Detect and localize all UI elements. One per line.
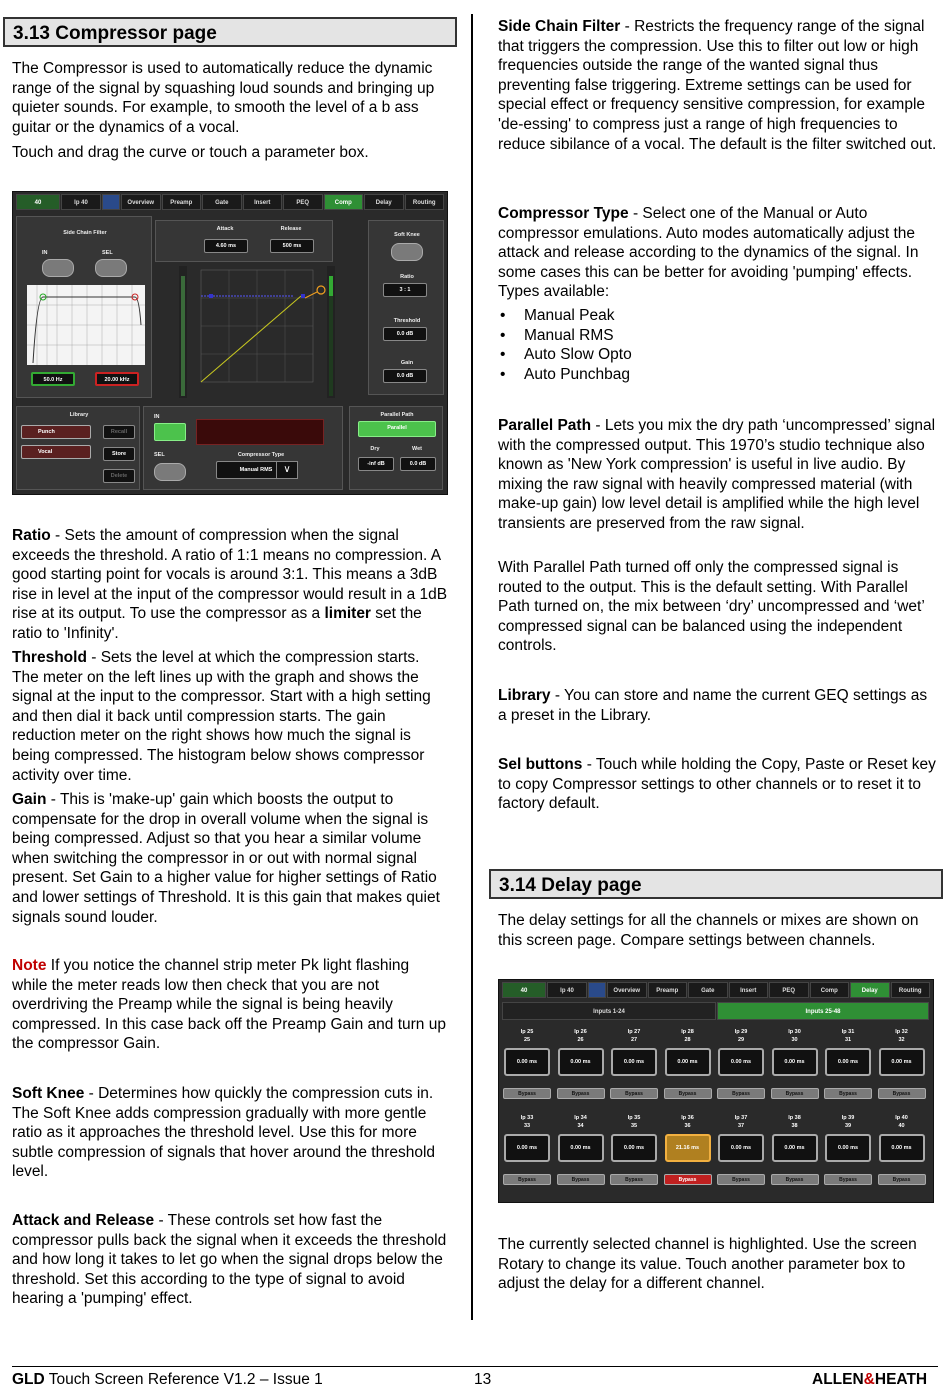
channel-name-tab[interactable]: Ip 40 xyxy=(61,194,101,210)
tab-insert[interactable]: Insert xyxy=(243,194,283,210)
section-heading-delay: 3.14 Delay page xyxy=(489,869,943,899)
delay-channel-name: Ip 36 xyxy=(681,1115,694,1121)
library-title: Library xyxy=(69,412,89,418)
delay-value-box[interactable]: 0.00 ms xyxy=(718,1134,764,1162)
side-chain-panel xyxy=(16,216,152,398)
delay-channel-name: Ip 32 xyxy=(895,1029,908,1035)
bypass-button[interactable]: Bypass xyxy=(824,1174,872,1185)
attack-label: Attack xyxy=(216,226,234,232)
list-item: • Auto Punchbag xyxy=(498,365,938,385)
recall-button[interactable]: Recall xyxy=(103,425,135,439)
tab-overview[interactable]: Overview xyxy=(607,982,647,998)
bypass-button[interactable]: Bypass xyxy=(557,1174,605,1185)
compressor-instruction: Touch and drag the curve or touch a parameter box. xyxy=(12,144,369,161)
delay-channel-name: Ip 40 xyxy=(895,1115,908,1121)
tab-insert[interactable]: Insert xyxy=(729,982,769,998)
bypass-button[interactable]: Bypass xyxy=(664,1174,712,1185)
side-chain-title: Side Chain Filter xyxy=(63,230,107,236)
bypass-button[interactable]: Bypass xyxy=(557,1088,605,1099)
brand-logo: ALLEN&HEATH xyxy=(812,1371,928,1388)
tab-routing[interactable]: Routing xyxy=(891,982,931,998)
delay-channel-number: 29 xyxy=(737,1037,745,1043)
delay-channel-name: Ip 37 xyxy=(734,1115,748,1121)
delay-value-box[interactable]: 0.00 ms xyxy=(611,1134,657,1162)
parallel-path-panel xyxy=(349,406,443,490)
delay-outro: The currently selected channel is highlighted. Use the screen Rotary to change its value. Touch another parameter box to adjust the delay for a different channel. xyxy=(498,1236,917,1293)
comp-in-label: IN xyxy=(154,414,160,420)
comp-params-panel xyxy=(368,220,444,395)
delay-channel-number: 36 xyxy=(684,1123,691,1129)
delay-channel-number: 28 xyxy=(684,1037,691,1043)
comp-in-button[interactable] xyxy=(154,423,186,441)
soft-knee-paragraph: Soft Knee - Determines how quickly the compression cuts in. The Soft Knee adds compression gradually with more gentle ratio as it approaches the threshold level. Use this for more subtle compression of signals that hover around the threshold level. xyxy=(12,1085,436,1181)
inputs-25-48-tab[interactable]: Inputs 25-48 xyxy=(717,1002,929,1020)
bypass-button[interactable]: Bypass xyxy=(878,1088,926,1099)
delay-channel-number: 25 xyxy=(523,1037,531,1043)
column-divider xyxy=(471,14,473,1320)
comp-sel-button[interactable] xyxy=(154,463,186,481)
delay-channel-name: Ip 28 xyxy=(681,1029,694,1035)
note-paragraph: Note If you notice the channel strip meter Pk light flashing while the meter reads low then check that you are not overdriving the Preamp while the signal is being heavily compressed. In this case back off the Preamp Gain and turn up the compressor Gain. xyxy=(12,957,446,1053)
bypass-button[interactable]: Bypass xyxy=(503,1088,551,1099)
delay-channel-name: Ip 27 xyxy=(627,1029,641,1035)
dry-label: Dry xyxy=(370,446,380,452)
footer-rule xyxy=(12,1366,938,1367)
delay-channel-name: Ip 31 xyxy=(841,1029,855,1035)
delay-channel-number: 35 xyxy=(630,1123,638,1129)
comp-type-select[interactable]: Manual RMS xyxy=(216,461,296,479)
bypass-button[interactable]: Bypass xyxy=(610,1088,658,1099)
side-chain-graph[interactable] xyxy=(27,285,145,365)
delete-button[interactable]: Delete xyxy=(103,469,135,483)
side-chain-paragraph: Side Chain Filter - Restricts the frequency range of the signal that triggers the compression. Use this to filter out low or high frequencies outside the range of the wanted signal thus preventing false triggering. Extreme settings can be used for special effect or frequency sensitive compression, for example 'de-essing' to compress just a range of high frequencies to reduce sibilance of a vocal. The default is the filter switched out. xyxy=(498,18,937,153)
ratio-paragraph: Ratio - Sets the amount of compression when the signal exceeds the threshold. A ratio of 1:1 means no compression. A good starting point for vocals is around 3:1. This means a 3dB rise in level at the input of the compressor would result in a 1dB rise at its output. To use the compressor as a limiter set the ratio to 'Infinity'. xyxy=(12,527,448,642)
delay-channel-name: Ip 34 xyxy=(574,1115,587,1121)
bypass-button[interactable]: Bypass xyxy=(717,1174,765,1185)
tab-gate[interactable]: Gate xyxy=(202,194,242,210)
ratio-label: Ratio xyxy=(400,274,414,280)
attack-release-panel xyxy=(155,220,333,262)
delay-value-box[interactable]: 0.00 ms xyxy=(558,1048,604,1076)
tab-preamp[interactable]: Preamp xyxy=(648,982,688,998)
parallel-path-title: Parallel Path xyxy=(380,412,414,418)
delay-value-box[interactable]: 0.00 ms xyxy=(772,1048,818,1076)
chevron-down-icon[interactable]: ∨ xyxy=(276,461,298,479)
delay-channel-number: 31 xyxy=(844,1037,852,1043)
channel-number-tab[interactable]: 40 xyxy=(16,194,60,210)
bypass-button[interactable]: Bypass xyxy=(717,1088,765,1099)
delay-value-box[interactable]: 0.00 ms xyxy=(772,1134,818,1162)
delay-channel-name: Ip 30 xyxy=(788,1029,801,1035)
compressor-intro: The Compressor is used to automatically reduce the dynamic range of the signal by squashing loud sounds and bringing up quieter sounds. For example, to smooth the level of a b ass guitar or the dynamics of a vocal. xyxy=(12,60,435,136)
compressor-type-list xyxy=(498,306,938,384)
channel-color-tab xyxy=(102,194,120,210)
delay-value-box[interactable]: 0.00 ms xyxy=(718,1048,764,1076)
inputs-1-24-tab[interactable]: Inputs 1-24 xyxy=(502,1002,716,1020)
lpf-frequency-box[interactable]: 20.00 kHz xyxy=(95,372,139,386)
release-label: Release xyxy=(280,226,302,232)
sc-in-label: IN xyxy=(42,250,48,256)
compressor-curve-graph[interactable] xyxy=(179,266,335,398)
sc-in-button[interactable] xyxy=(42,259,74,277)
delay-channel-number: 39 xyxy=(844,1123,852,1129)
comp-type-label: Compressor Type xyxy=(237,452,285,458)
threshold-paragraph: Threshold - Sets the level at which the compression starts. The meter on the left lines up with the graph and shows the signal at the input to the compressor. Start with a high setting and then dial it back until compression starts. The gain reduction meter on the right shows how much the signal is being compressed. The histogram below shows compressor activity over time. xyxy=(12,649,431,784)
ratio-box[interactable]: 3 : 1 xyxy=(383,283,427,297)
delay-value-box[interactable]: 0.00 ms xyxy=(504,1048,550,1076)
wet-box[interactable]: 0.0 dB xyxy=(400,457,436,471)
bypass-button[interactable]: Bypass xyxy=(503,1174,551,1185)
tab-preamp[interactable]: Preamp xyxy=(162,194,202,210)
compressor-type-paragraph: Compressor Type - Select one of the Manual or Auto compressor emulations. Auto modes automatically adjust the attack and release according to the dynamics of the signal. In some cases this can be better for avoiding 'pumping' effects. Types available: xyxy=(498,205,919,301)
store-button[interactable]: Store xyxy=(103,447,135,461)
delay-channel-number: 32 xyxy=(898,1037,905,1043)
delay-channel-number: 30 xyxy=(791,1037,798,1043)
delay-channel-number: 37 xyxy=(737,1123,745,1129)
library-paragraph: Library - You can store and name the current GEQ settings as a preset in the Library. xyxy=(498,687,928,724)
release-box[interactable]: 500 ms xyxy=(270,239,314,253)
delay-channel-name: Ip 29 xyxy=(734,1029,748,1035)
parallel-path-paragraph: Parallel Path - Lets you mix the dry path ‘uncompressed’ signal with the compressed output. This 1970’s studio technique also known as 'New York compression' is useful in live audio. By mixing the raw signal with heavily compressed material (with make-up gain) low level detail is amplified while the high level transients are preserved from the raw signal. xyxy=(498,417,936,532)
tab-routing[interactable]: Routing xyxy=(405,194,445,210)
delay-value-box[interactable]: 0.00 ms xyxy=(879,1048,925,1076)
bypass-button[interactable]: Bypass xyxy=(824,1088,872,1099)
tab-peq[interactable]: PEQ xyxy=(769,982,809,998)
attack-box[interactable]: 4.60 ms xyxy=(204,239,248,253)
footer-title: GLD Touch Screen Reference V1.2 – Issue 1 xyxy=(12,1371,323,1388)
delay-value-box[interactable]: 0.00 ms xyxy=(825,1048,871,1076)
library-item-vocal[interactable]: Vocal xyxy=(21,445,91,459)
delay-channel-number: 27 xyxy=(630,1037,638,1043)
delay-intro: The delay settings for all the channels or mixes are shown on this screen page. Compare settings between channels. xyxy=(498,912,919,949)
tab-comp[interactable]: Comp xyxy=(810,982,850,998)
attack-release-paragraph: Attack and Release - These controls set how fast the compressor pulls back the signal when it exceeds the threshold and how long it takes to let go when the signal drops below the threshold. Set this according to the type of signal to avoid hearing a 'pumping' effect. xyxy=(12,1212,447,1308)
compressor-histogram xyxy=(196,419,324,445)
tab-comp[interactable]: Comp xyxy=(324,194,364,210)
delay-screenshot xyxy=(498,979,934,1203)
delay-value-box[interactable]: 0.00 ms xyxy=(665,1048,711,1076)
delay-value-box[interactable]: 0.00 ms xyxy=(558,1134,604,1162)
hpf-frequency-box[interactable]: 50.0 Hz xyxy=(31,372,75,386)
gain-paragraph: Gain - This is 'make-up' gain which boosts the output to compensate for the drop in overall volume when the signal is being compressed. Adjust so that you hear a similar volume when switching the compressor in or out with normal signal present. Set Gain to a higher value for higher settings of Ratio and lower settings of Threshold. It is this gain that makes quiet signals sound louder. xyxy=(12,791,440,926)
bypass-button[interactable]: Bypass xyxy=(610,1174,658,1185)
channel-number-tab[interactable]: 40 xyxy=(502,982,546,998)
comp-in-panel xyxy=(143,406,343,490)
delay-channel-number: 33 xyxy=(523,1123,531,1129)
delay-value-box[interactable]: 21.16 ms xyxy=(665,1134,711,1162)
tab-delay[interactable]: Delay xyxy=(364,194,404,210)
threshold-label: Threshold xyxy=(393,318,421,324)
delay-channel-name: Ip 33 xyxy=(520,1115,534,1121)
compressor-screenshot xyxy=(12,191,448,495)
channel-name-tab[interactable]: Ip 40 xyxy=(547,982,587,998)
delay-channel-name: Ip 26 xyxy=(574,1029,587,1035)
delay-channel-name: Ip 39 xyxy=(841,1115,855,1121)
tab-delay[interactable]: Delay xyxy=(850,982,890,998)
comp-sel-label: SEL xyxy=(154,452,165,458)
sc-sel-button[interactable] xyxy=(95,259,127,277)
delay-value-box[interactable]: 0.00 ms xyxy=(611,1048,657,1076)
delay-channel-number: 34 xyxy=(577,1123,584,1129)
sel-buttons-paragraph: Sel buttons - Touch while holding the Copy, Paste or Reset key to copy Compressor settings to other channels or to reset it to factory default. xyxy=(498,756,936,813)
soft-knee-button[interactable] xyxy=(391,243,423,261)
channel-color-tab xyxy=(588,982,606,998)
bypass-button[interactable]: Bypass xyxy=(878,1174,926,1185)
section-heading-compressor: 3.13 Compressor page xyxy=(3,17,457,47)
delay-value-box[interactable]: 0.00 ms xyxy=(879,1134,925,1162)
delay-channel-name: Ip 25 xyxy=(520,1029,534,1035)
delay-channel-number: 38 xyxy=(791,1123,798,1129)
threshold-box[interactable]: 0.0 dB xyxy=(383,327,427,341)
delay-value-box[interactable]: 0.00 ms xyxy=(825,1134,871,1162)
library-item-punch[interactable]: Punch xyxy=(21,425,91,439)
list-item: • Manual RMS xyxy=(498,326,938,346)
gain-label: Gain xyxy=(400,360,414,366)
delay-channel-number: 40 xyxy=(898,1123,905,1129)
bypass-button[interactable]: Bypass xyxy=(771,1088,819,1099)
soft-knee-label: Soft Knee xyxy=(394,232,420,238)
delay-channel-name: Ip 38 xyxy=(788,1115,801,1121)
page-number: 13 xyxy=(474,1371,492,1388)
tab-gate[interactable]: Gate xyxy=(688,982,728,998)
dry-box[interactable]: -inf dB xyxy=(358,457,394,471)
tab-peq[interactable]: PEQ xyxy=(283,194,323,210)
list-item: • Auto Slow Opto xyxy=(498,345,938,365)
sc-sel-label: SEL xyxy=(102,250,113,256)
bypass-button[interactable]: Bypass xyxy=(771,1174,819,1185)
parallel-button[interactable]: Parallel xyxy=(358,421,436,437)
gain-box[interactable]: 0.0 dB xyxy=(383,369,427,383)
delay-value-box[interactable]: 0.00 ms xyxy=(504,1134,550,1162)
delay-channel-number: 26 xyxy=(577,1037,584,1043)
wet-label: Wet xyxy=(412,446,422,452)
parallel-path-paragraph-2: With Parallel Path turned off only the compressed signal is routed to the output. This is the default setting. With Parallel Path turned on, the mix between ‘dry’ uncompressed and ‘wet’ compressed signal can be balanced using the independent controls. xyxy=(498,559,925,655)
list-item: • Manual Peak xyxy=(498,306,938,326)
bypass-button[interactable]: Bypass xyxy=(664,1088,712,1099)
library-panel xyxy=(16,406,140,490)
tab-overview[interactable]: Overview xyxy=(121,194,161,210)
delay-channel-name: Ip 35 xyxy=(627,1115,641,1121)
